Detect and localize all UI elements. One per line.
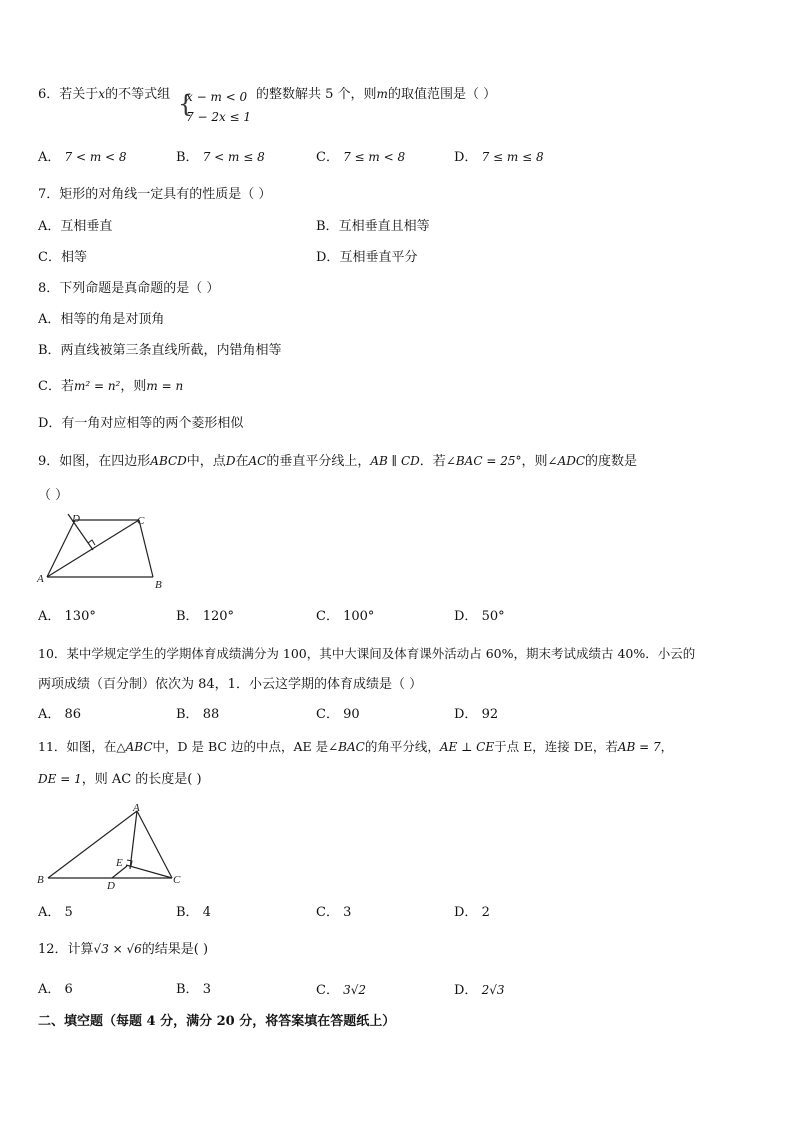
q6-stem-post: 的取值范围是（ ） [387,87,497,102]
q12-option-b[interactable]: B． 3 [176,982,211,997]
q9-segment-cb [139,520,153,577]
q6-option-d[interactable]: D． 7 ≤ m ≤ 8 [454,150,544,165]
q9-stem-paren: （ ） [38,488,69,503]
q11-option-b[interactable]: B． 4 [176,905,211,920]
q11-label-a: A [133,802,140,814]
q10-option-b[interactable]: B． 88 [176,707,220,722]
q7-stem: 7．矩形的对角线一定具有的性质是（ ） [38,187,272,202]
q9-label-d: D [72,513,80,525]
q9-option-d[interactable]: D． 50° [454,609,505,624]
q6-option-b[interactable]: B． 7 < m ≤ 8 [176,150,265,165]
q11-label-b: B [37,874,44,886]
q9-option-a[interactable]: A． 130° [38,609,96,624]
q9-label-a: A [37,573,44,585]
q11-option-d[interactable]: D． 2 [454,905,490,920]
q8-option-d[interactable]: D．有一角对应相等的两个菱形相似 [38,416,244,431]
q8-option-a[interactable]: A．相等的角是对顶角 [38,312,165,327]
q12-stem: 12．计算√3 × √6的结果是( ) [38,942,209,957]
q6-var-x: x [98,87,106,101]
q6-option-c[interactable]: C． 7 ≤ m < 8 [316,150,406,165]
q10-option-c[interactable]: C． 90 [316,707,360,722]
q6-var-m: m [376,87,388,101]
q11-figure [36,794,186,890]
q12-option-a[interactable]: A． 6 [38,982,73,997]
q12-option-c[interactable]: C． 3√2 [316,983,367,998]
q6-stem [38,85,170,104]
q7-option-c[interactable]: C．相等 [38,250,87,265]
q9-option-b[interactable]: B． 120° [176,609,235,624]
q11-option-c[interactable]: C． 3 [316,905,352,920]
q9-figure [34,510,174,592]
q7-option-d[interactable]: D．互相垂直平分 [316,250,418,265]
q11-segment-ae [130,811,137,869]
q11-label-c: C [173,874,181,886]
q8-stem: 8．下列命题是真命题的是（ ） [38,281,220,296]
q6-ineq2: 7 − 2x ≤ 1 [186,110,252,124]
q11-label-d: D [107,880,115,890]
q7-option-a[interactable]: A．互相垂直 [38,219,113,234]
q8-option-b[interactable]: B．两直线被第三条直线所截，内错角相等 [38,343,282,358]
q11-stem-line1: 11．如图，在△ABC中，D 是 BC 边的中点，AE 是∠BAC的角平分线，AE ⊥ CE于点 E，连接 DE，若AB = 7， [38,739,674,754]
q9-option-c[interactable]: C． 100° [316,609,375,624]
q10-option-a[interactable]: A． 86 [38,707,82,722]
q11-option-a[interactable]: A． 5 [38,905,73,920]
q10-stem-line2: 两项成绩（百分制）依次为 84，1．小云这学期的体育成绩是（ ） [38,677,423,692]
q10-option-d[interactable]: D． 92 [454,707,499,722]
q9-label-c: C [137,515,145,527]
q6-stem-tail [256,85,496,104]
q11-stem-line2: DE = 1，则 AC 的长度是( ) [38,772,202,787]
section-2-heading: 二、填空题（每题 4 分，满分 20 分，将答案填在答题纸上） [38,1014,396,1029]
q11-label-e: E [116,857,123,869]
q11-segment-ac [137,811,172,878]
q10-stem-line1: 10．某中学规定学生的学期体育成绩满分为 100，其中大课间及体育课外活动占 60%，期末考试成绩古 40%．小云的 [38,646,696,661]
q11-segment-ce [126,865,172,878]
q6-stem-mid2: 的整数解共 5 个，则 [256,87,377,102]
q12-option-d[interactable]: D． 2√3 [454,983,505,998]
q9-label-b: B [155,579,162,591]
q7-option-b[interactable]: B．互相垂直且相等 [316,219,430,234]
q6-stem-pre: 6．若关于 [38,87,99,102]
q6-ineq1: x − m < 0 [186,90,248,104]
q9-stem: 9．如图，在四边形ABCD中，点D在AC的垂直平分线上，AB ∥ CD．若∠BAC = 25°，则∠ADC的度数是 [38,454,638,469]
q6-option-a[interactable]: A． 7 < m < 8 [38,150,127,165]
q6-stem-mid: 的不等式组 [105,87,171,102]
q8-option-c[interactable]: C．若m² = n²，则m = n [38,379,184,394]
